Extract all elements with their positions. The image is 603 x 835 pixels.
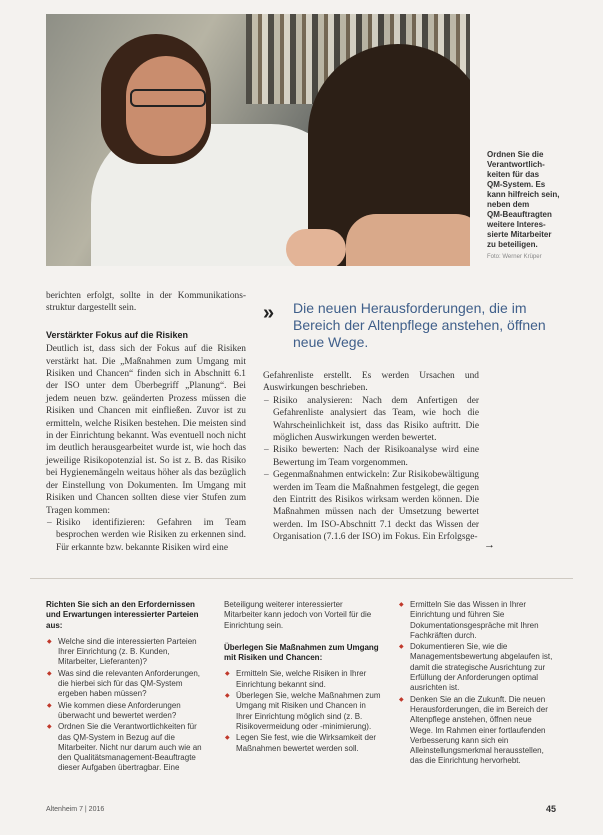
checklist-heading: Richten Sie sich an den Erfordernissen und Erwartungen interessierter Parteien aus:	[46, 600, 199, 630]
photo-nurse-and-man	[46, 14, 470, 266]
checklist-item: ◆ Ermitteln Sie, welche Risiken in Ihrer Einrichtung bekannt sind.	[236, 669, 382, 690]
column2-list	[263, 395, 479, 544]
list-item: – Risiko bewerten: Nach der Risikoanalyse wird eine Bewertung im Team vorgenommen.	[273, 444, 479, 469]
page-number: 45	[546, 804, 557, 814]
column1-list	[46, 517, 246, 554]
section-heading: Verstärkter Fokus auf die Risiken	[46, 329, 189, 340]
caption-line: kann hilfreich sein,	[487, 190, 560, 199]
checklist-item: ◆ Was sind die relevanten Anforderungen, die hierbei sich für das QM-System ergeben haben müssen?	[58, 669, 206, 700]
pull-quote-text: Die neuen Herausforderungen, die im Bereich der Altenpflege anstehen, öffnen neue Wege.	[293, 300, 546, 350]
checklist-column-1	[46, 600, 206, 775]
checklist-heading: Überlegen Sie Maßnahmen zum Umgang mit Risiken und Chancen:	[224, 642, 379, 663]
list-item: – Gegenmaßnahmen entwickeln: Zur Risikobewältigung werden im Team die Maßnahmen festgelegt, die gegen den Eintritt des Risikos wirksam werden können. Die Maßnahmen müssen nach der Umsetzung bewertet werden. Im ISO-Abschnitt 7.1 deckt das Wissen der Organisation (7.1.6 der ISO) im Fokus. Ein Erfolgsge-	[273, 469, 479, 543]
column1-paragraph: Deutlich ist, dass sich der Fokus auf die Risiken verstärkt hat. Die „Maßnahmen zum Umgang mit Risiken und Chancen“ finden sich in Abschnitt 6.1 der ISO unter dem Überbegriff „Planung“. Bei jedem neuen bzw. geänderten Prozess müssen die Risiken und Chancen mit einfließen. Zuvor ist zu ermitteln, welche Risiken bestehen. Die meisten sind in der Einrichtung bekannt. Was eventuell noch nicht im deutlich herausgearbeitet wurde ist, wie hoch das jeweilige Risikopotenzial ist. So ist z. B. das Risiko bei Hygienemängeln weitaus höher als das bezüglich der Einstellung von Dokumenten. Im Umgang mit Risiken und Chancen sollten diese vier Stufen zum Tragen kommen:	[46, 344, 246, 516]
checklist-item: ◆ Welche sind die interessierten Parteien Ihrer Einrichtung (z. B. Kunden, Mitarbeiter, Lieferanten)?	[58, 637, 206, 668]
checklist-item: ◆ Ordnen Sie die Verantwortlichkeiten für das QM-System in Bezug auf die Mitarbeiter. Nicht nur darum auch wie an den Qualitätsmanagement-Beauftragte dieser Aufgaben übertragbar. Eine	[58, 722, 206, 773]
photo-glasses	[130, 89, 206, 107]
pull-quote	[263, 300, 553, 351]
checklist-item: ◆ Legen Sie fest, wie die Wirksamkeit der Maßnahmen bewertet werden soll.	[236, 733, 382, 754]
checklist-column-2	[224, 600, 382, 755]
caption-line: keiten für das	[487, 170, 540, 179]
checklist-item: ◆ Wie kommen diese Anforderungen überwacht und bewertet werden?	[58, 701, 206, 722]
caption-line: zu beteiligen.	[487, 240, 538, 249]
section-divider	[30, 578, 573, 579]
list-item: – Risiko identifizieren: Gefahren im Team besprochen werden wie Risiken zu erkennen sind. Für erkannte bzw. bekannte Risiken wird eine	[56, 517, 246, 554]
body-column-2	[263, 370, 479, 544]
caption-line: Verantwortlich-	[487, 160, 545, 169]
caption-line: neben dem	[487, 200, 530, 209]
checklist	[46, 637, 206, 774]
checklist	[224, 669, 382, 753]
photo-man-neck	[346, 214, 470, 266]
quote-mark-icon: »	[263, 302, 271, 324]
photo-hand	[286, 229, 346, 266]
photo-credit: Foto: Werner Krüper	[487, 254, 542, 260]
photo-caption	[487, 150, 577, 262]
body-column-1	[46, 290, 246, 554]
continue-arrow-icon: →	[484, 539, 495, 551]
caption-line: Ordnen Sie die	[487, 150, 544, 159]
checklist	[398, 600, 554, 767]
checklist-column-3	[398, 600, 554, 768]
footer-publication: Altenheim 7 | 2016	[46, 806, 105, 813]
column2-intro: Gefahrenliste erstellt. Es werden Ursachen und Auswirkungen beschrieben.	[263, 371, 479, 394]
list-item: – Risiko analysieren: Nach dem Anfertigen der Gefahrenliste analysiert das Team, wie hoch die Wahrscheinlichkeit ist, dass das Risiko auftritt. Die möglichen Auswirkungen werden bewertet.	[273, 395, 479, 445]
checklist-item: ◆ Ermitteln Sie das Wissen in Ihrer Einrichtung und führen Sie Dokumentationsgespräche mit Ihren Fachkräften durch.	[410, 600, 554, 641]
caption-line: QM-Beauftragten	[487, 210, 552, 219]
caption-line: sierte Mitarbeiter	[487, 230, 552, 239]
checklist-item: ◆ Überlegen Sie, welche Maßnahmen zum Umgang mit Risiken und Chancen in Ihrer Einrichtung möglich sind (z. B. Risikovermeidung oder -minimierung).	[236, 691, 382, 732]
caption-line: QM-System. Es	[487, 180, 546, 189]
column1-intro: berichten erfolgt, sollte in der Kommunikations-struktur dargestellt sein.	[46, 291, 246, 314]
checklist-continuation: Beteiligung weiterer interessierter Mitarbeiter kann jedoch von Vorteil für die Einrichtung sein.	[224, 600, 372, 630]
checklist-item: ◆ Denken Sie an die Zukunft. Die neuen Herausforderungen, die im Bereich der Altenpflege anstehen, öffnen neue Wege. Im Rahmen einer fortlaufenden Verbesserung kann sich ein Alleinstellungsmerkmal herausstellen, das die Einrichtung hervorhebt.	[410, 695, 554, 767]
caption-line: weitere Interes-	[487, 220, 546, 229]
checklist-item: ◆ Dokumentieren Sie, wie die Managementsbewertung abgelaufen ist, damit die strategische Ausrichtung zur Erfüllung der Anforderungen optimal ausrichten ist.	[410, 642, 554, 693]
